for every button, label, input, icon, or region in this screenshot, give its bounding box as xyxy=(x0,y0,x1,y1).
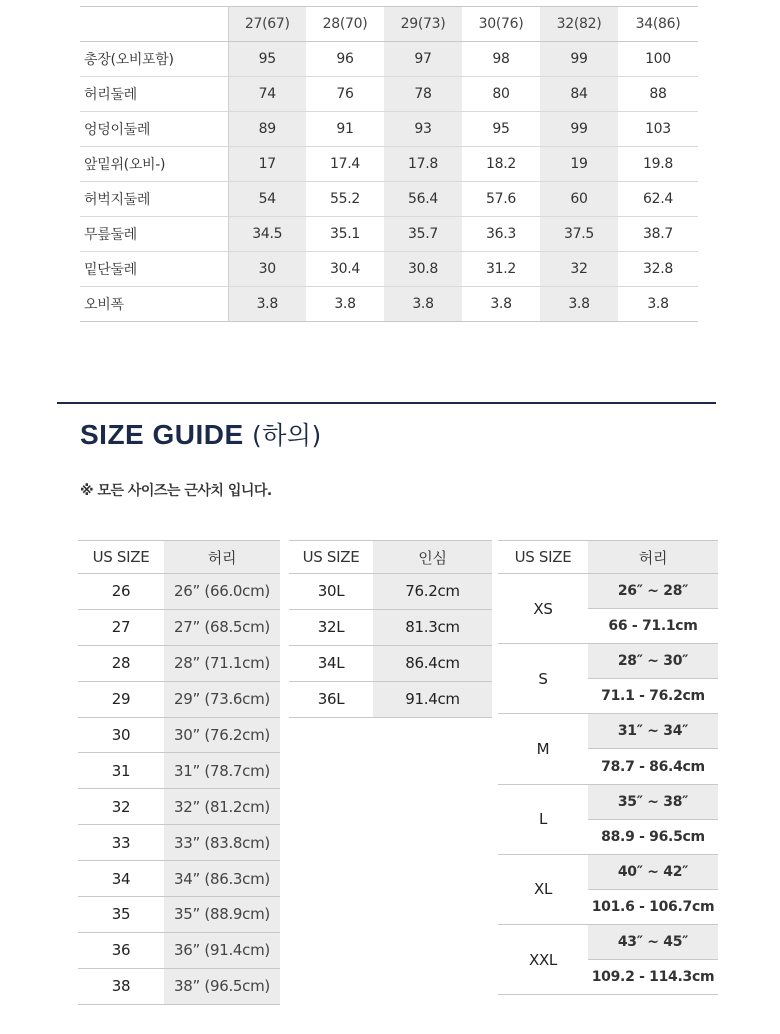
waist-size-cell: 31 xyxy=(78,753,164,789)
range-table-row xyxy=(498,784,718,819)
waist-table-row xyxy=(78,753,280,789)
approximation-note: ※ 모든 사이즈는 근사치 입니다. xyxy=(80,483,272,499)
waist-header-value: 허리 xyxy=(164,541,280,574)
measurement-table-body xyxy=(80,7,698,322)
measurement-value: 60 xyxy=(540,182,618,217)
range-size-cell: L xyxy=(498,784,588,854)
measurement-value: 32.8 xyxy=(618,252,698,287)
measurement-value: 17 xyxy=(228,147,306,182)
measurement-label: 오비폭 xyxy=(80,287,228,322)
measurement-header-blank xyxy=(80,7,228,42)
inseam-size-cell: 32L xyxy=(289,609,373,645)
range-table-row xyxy=(498,714,718,749)
inseam-size-cell: 34L xyxy=(289,645,373,681)
measurement-row xyxy=(80,217,698,252)
range-header-value: 허리 xyxy=(588,541,718,574)
waist-value-cell: 32” (81.2cm) xyxy=(164,789,280,825)
measurement-value: 57.6 xyxy=(462,182,540,217)
waist-table-header xyxy=(78,541,280,574)
measurement-value: 88 xyxy=(618,77,698,112)
measurement-header-size: 32(82) xyxy=(540,7,618,42)
waist-size-cell: 30 xyxy=(78,717,164,753)
size-guide-title xyxy=(80,416,322,452)
inseam-table-body xyxy=(289,574,492,718)
measurement-label: 앞밑위(오비-) xyxy=(80,147,228,182)
range-cm-cell: 88.9 - 96.5cm xyxy=(588,819,718,854)
measurement-header-size: 34(86) xyxy=(618,7,698,42)
measurement-value: 99 xyxy=(540,42,618,77)
range-cm-cell: 78.7 - 86.4cm xyxy=(588,749,718,784)
range-inches-cell: 26″ ~ 28″ xyxy=(588,574,718,609)
measurement-value: 55.2 xyxy=(306,182,384,217)
waist-value-cell: 33” (83.8cm) xyxy=(164,825,280,861)
measurement-row xyxy=(80,287,698,322)
section-divider xyxy=(57,402,716,404)
size-guide-title-main: SIZE GUIDE xyxy=(80,419,244,450)
waist-size-table xyxy=(78,540,280,1005)
measurement-value: 34.5 xyxy=(228,217,306,252)
measurement-value: 37.5 xyxy=(540,217,618,252)
range-size-cell: XL xyxy=(498,854,588,924)
waist-size-cell: 26 xyxy=(78,574,164,610)
range-cm-cell: 101.6 - 106.7cm xyxy=(588,889,718,924)
range-table-header xyxy=(498,541,718,574)
waist-size-cell: 32 xyxy=(78,789,164,825)
inseam-value-cell: 81.3cm xyxy=(373,609,492,645)
waist-table-row xyxy=(78,717,280,753)
measurement-value: 30.4 xyxy=(306,252,384,287)
measurement-value: 54 xyxy=(228,182,306,217)
measurement-header-size: 30(76) xyxy=(462,7,540,42)
range-cm-cell: 109.2 - 114.3cm xyxy=(588,960,718,995)
measurement-value: 3.8 xyxy=(384,287,462,322)
measurement-value: 30.8 xyxy=(384,252,462,287)
measurement-value: 97 xyxy=(384,42,462,77)
waist-table-row xyxy=(78,645,280,681)
range-inches-cell: 28″ ~ 30″ xyxy=(588,644,718,679)
measurement-value: 17.8 xyxy=(384,147,462,182)
range-table-row xyxy=(498,574,718,609)
measurement-value: 36.3 xyxy=(462,217,540,252)
waist-table-row xyxy=(78,574,280,610)
range-table-row xyxy=(498,924,718,959)
measurement-value: 32 xyxy=(540,252,618,287)
measurement-label: 밑단둘레 xyxy=(80,252,228,287)
measurement-value: 100 xyxy=(618,42,698,77)
measurement-value: 3.8 xyxy=(540,287,618,322)
size-guide-title-sub: (하의) xyxy=(251,421,322,450)
measurement-value: 84 xyxy=(540,77,618,112)
inseam-size-table xyxy=(289,540,492,718)
inseam-table-row xyxy=(289,681,492,717)
measurement-value: 17.4 xyxy=(306,147,384,182)
measurement-label: 허벅지둘레 xyxy=(80,182,228,217)
waist-size-cell: 28 xyxy=(78,645,164,681)
waist-value-cell: 38” (96.5cm) xyxy=(164,968,280,1004)
range-inches-cell: 40″ ~ 42″ xyxy=(588,854,718,889)
measurement-value: 3.8 xyxy=(618,287,698,322)
measurement-value: 74 xyxy=(228,77,306,112)
measurement-row xyxy=(80,182,698,217)
waist-size-cell: 33 xyxy=(78,825,164,861)
measurement-header-size: 28(70) xyxy=(306,7,384,42)
measurement-table xyxy=(80,6,698,322)
inseam-header-size: US SIZE xyxy=(289,541,373,574)
measurement-header-size: 29(73) xyxy=(384,7,462,42)
inseam-size-cell: 36L xyxy=(289,681,373,717)
measurement-value: 35.7 xyxy=(384,217,462,252)
measurement-row xyxy=(80,77,698,112)
range-header-size: US SIZE xyxy=(498,541,588,574)
measurement-value: 91 xyxy=(306,112,384,147)
waist-table-row xyxy=(78,861,280,897)
inseam-header-value: 인심 xyxy=(373,541,492,574)
waist-size-cell: 35 xyxy=(78,897,164,933)
measurement-value: 98 xyxy=(462,42,540,77)
waist-table-row xyxy=(78,825,280,861)
measurement-value: 3.8 xyxy=(462,287,540,322)
inseam-value-cell: 91.4cm xyxy=(373,681,492,717)
waist-value-cell: 30” (76.2cm) xyxy=(164,717,280,753)
range-inches-cell: 35″ ~ 38″ xyxy=(588,784,718,819)
measurement-header-row xyxy=(80,7,698,42)
measurement-value: 95 xyxy=(462,112,540,147)
measurement-row xyxy=(80,42,698,77)
range-table-row xyxy=(498,644,718,679)
waist-value-cell: 31” (78.7cm) xyxy=(164,753,280,789)
waist-size-cell: 27 xyxy=(78,609,164,645)
waist-value-cell: 29” (73.6cm) xyxy=(164,681,280,717)
waist-table-row xyxy=(78,609,280,645)
waist-table-row xyxy=(78,681,280,717)
inseam-table-row xyxy=(289,609,492,645)
range-inches-cell: 31″ ~ 34″ xyxy=(588,714,718,749)
measurement-label: 허리둘레 xyxy=(80,77,228,112)
measurement-label: 무릎둘레 xyxy=(80,217,228,252)
inseam-size-cell: 30L xyxy=(289,574,373,610)
measurement-value: 96 xyxy=(306,42,384,77)
waist-range-table xyxy=(498,540,718,995)
measurement-value: 103 xyxy=(618,112,698,147)
range-size-cell: M xyxy=(498,714,588,784)
measurement-value: 3.8 xyxy=(228,287,306,322)
measurement-value: 31.2 xyxy=(462,252,540,287)
measurement-value: 38.7 xyxy=(618,217,698,252)
range-cm-cell: 66 - 71.1cm xyxy=(588,609,718,644)
measurement-value: 62.4 xyxy=(618,182,698,217)
range-size-cell: S xyxy=(498,644,588,714)
measurement-value: 19.8 xyxy=(618,147,698,182)
waist-value-cell: 26” (66.0cm) xyxy=(164,574,280,610)
measurement-row xyxy=(80,147,698,182)
measurement-row xyxy=(80,112,698,147)
waist-table-row xyxy=(78,968,280,1004)
inseam-table-row xyxy=(289,574,492,610)
measurement-value: 3.8 xyxy=(306,287,384,322)
waist-table-row xyxy=(78,789,280,825)
measurement-label: 엉덩이둘레 xyxy=(80,112,228,147)
range-inches-cell: 43″ ~ 45″ xyxy=(588,924,718,959)
waist-size-cell: 29 xyxy=(78,681,164,717)
waist-header-size: US SIZE xyxy=(78,541,164,574)
waist-size-cell: 34 xyxy=(78,861,164,897)
measurement-label: 총장(오비포함) xyxy=(80,42,228,77)
waist-size-cell: 36 xyxy=(78,932,164,968)
range-cm-cell: 71.1 - 76.2cm xyxy=(588,679,718,714)
measurement-value: 30 xyxy=(228,252,306,287)
measurement-value: 99 xyxy=(540,112,618,147)
measurement-value: 80 xyxy=(462,77,540,112)
inseam-table-header xyxy=(289,541,492,574)
measurement-value: 89 xyxy=(228,112,306,147)
range-table-body xyxy=(498,574,718,995)
measurement-value: 35.1 xyxy=(306,217,384,252)
waist-value-cell: 27” (68.5cm) xyxy=(164,609,280,645)
range-size-cell: XXL xyxy=(498,924,588,994)
range-table-row xyxy=(498,854,718,889)
range-size-cell: XS xyxy=(498,574,588,644)
waist-table-row xyxy=(78,897,280,933)
inseam-table-row xyxy=(289,645,492,681)
measurement-header-size: 27(67) xyxy=(228,7,306,42)
waist-value-cell: 34” (86.3cm) xyxy=(164,861,280,897)
measurement-value: 78 xyxy=(384,77,462,112)
measurement-row xyxy=(80,252,698,287)
measurement-value: 18.2 xyxy=(462,147,540,182)
waist-table-body xyxy=(78,574,280,1005)
waist-value-cell: 36” (91.4cm) xyxy=(164,932,280,968)
inseam-value-cell: 76.2cm xyxy=(373,574,492,610)
waist-value-cell: 35” (88.9cm) xyxy=(164,897,280,933)
measurement-value: 95 xyxy=(228,42,306,77)
inseam-value-cell: 86.4cm xyxy=(373,645,492,681)
waist-size-cell: 38 xyxy=(78,968,164,1004)
waist-table-row xyxy=(78,932,280,968)
measurement-value: 93 xyxy=(384,112,462,147)
waist-value-cell: 28” (71.1cm) xyxy=(164,645,280,681)
measurement-value: 76 xyxy=(306,77,384,112)
measurement-value: 56.4 xyxy=(384,182,462,217)
measurement-value: 19 xyxy=(540,147,618,182)
